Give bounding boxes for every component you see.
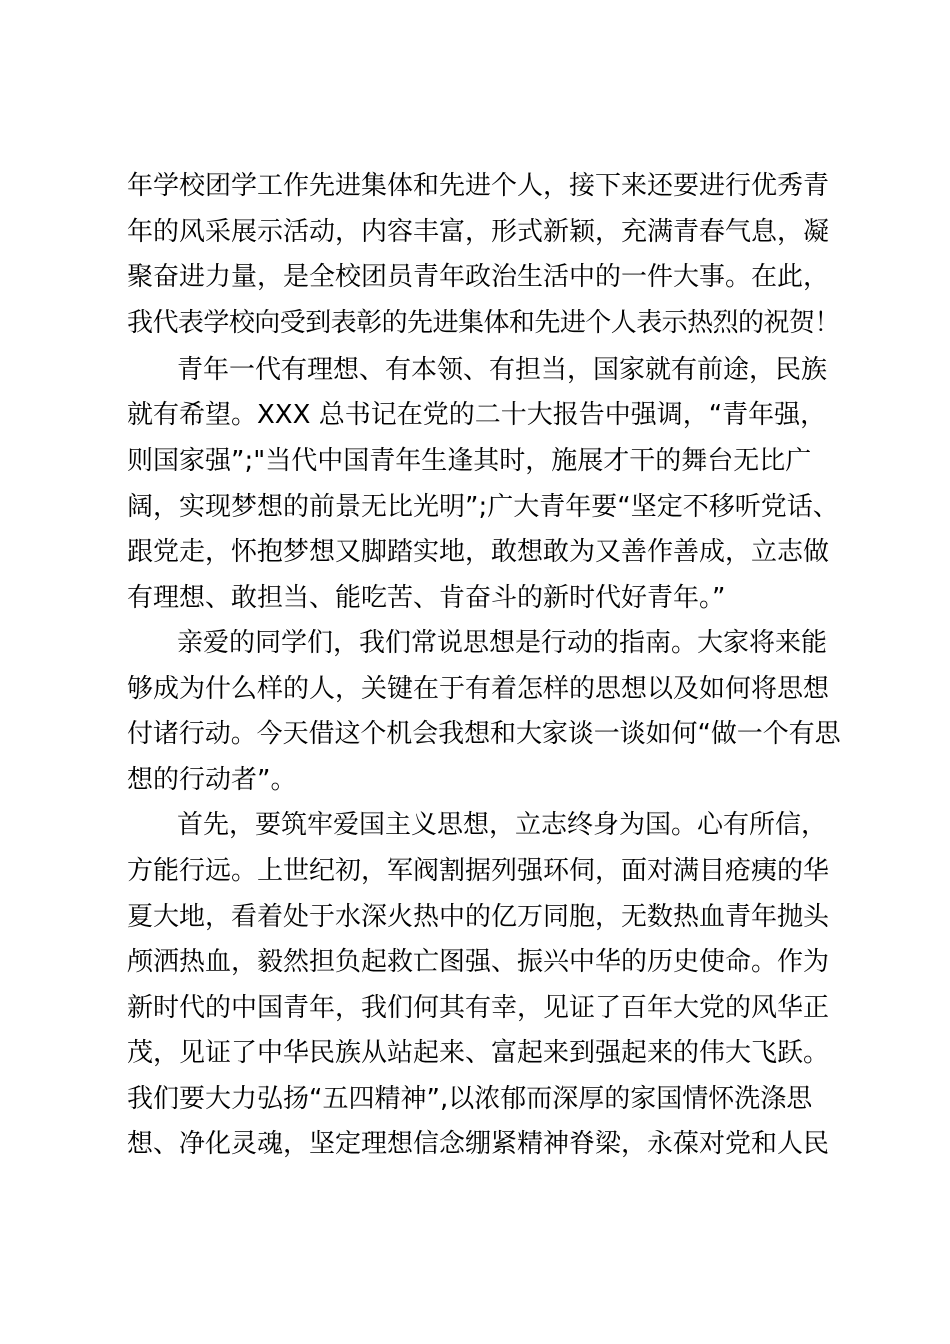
text-line: 想的行动者”。 [127,765,297,795]
text-line: 我们要大力弘扬“五四精神”,以浓郁而深厚的家国情怀洗涤思 [127,1084,813,1114]
paragraph-first-line: 青年一代有理想、有本领、有担当，国家就有前途，民族 [177,355,828,385]
text-line: 则国家强”;"当代中国青年生逢其时，施展才干的舞台无比广 [127,446,812,476]
text-line: 方能行远。上世纪初，军阀割据列强环伺，面对满目疮痍的华 [127,856,830,886]
text-line: 跟党走，怀抱梦想又脚踏实地，敢想敢为又善作善成，立志做 [127,537,830,567]
text-line: 夏大地，看着处于水深火热中的亿万同胞，无数热血青年抛头 [127,902,830,932]
text-line: 付诸行动。今天借这个机会我想和大家谈一谈如何“做一个有思 [127,719,841,749]
text-line: 年学校团学工作先进集体和先进个人，接下来还要进行优秀青 [127,171,830,201]
text-line: 想、净化灵魂，坚定理想信念绷紧精神脊梁，永葆对党和人民 [127,1129,830,1159]
text-line: 阔，实现梦想的前景无比光明”;广大青年要“坚定不移听党话、 [127,492,839,522]
text-line: 够成为什么样的人，关键在于有着怎样的思想以及如何将思想 [127,674,830,704]
text-line: 颅洒热血，毅然担负起救亡图强、振兴中华的历史使命。作为 [127,947,830,977]
text-line: 我代表学校向受到表彰的先进集体和先进个人表示热烈的祝贺！ [127,308,840,338]
text-line: 年的风采展示活动，内容丰富，形式新颖，充满青春气息，凝 [127,217,830,247]
text-line: 新时代的中国青年，我们何其有幸，见证了百年大党的风华正 [127,993,830,1023]
text-line: 就有希望。XXX 总书记在党的二十大报告中强调，“青年强， [127,400,827,430]
text-line: 有理想、敢担当、能吃苦、肯奋斗的新时代好青年。” [127,583,726,613]
text-line: 茂，见证了中华民族从站起来、富起来到强起来的伟大飞跃。 [127,1038,830,1068]
text-line: 聚奋进力量，是全校团员青年政治生活中的一件大事。在此， [127,262,830,292]
paragraph-first-line: 首先，要筑牢爱国主义思想，立志终身为国。心有所信， [177,810,828,840]
paragraph-first-line: 亲爱的同学们，我们常说思想是行动的指南。大家将来能 [177,628,828,658]
